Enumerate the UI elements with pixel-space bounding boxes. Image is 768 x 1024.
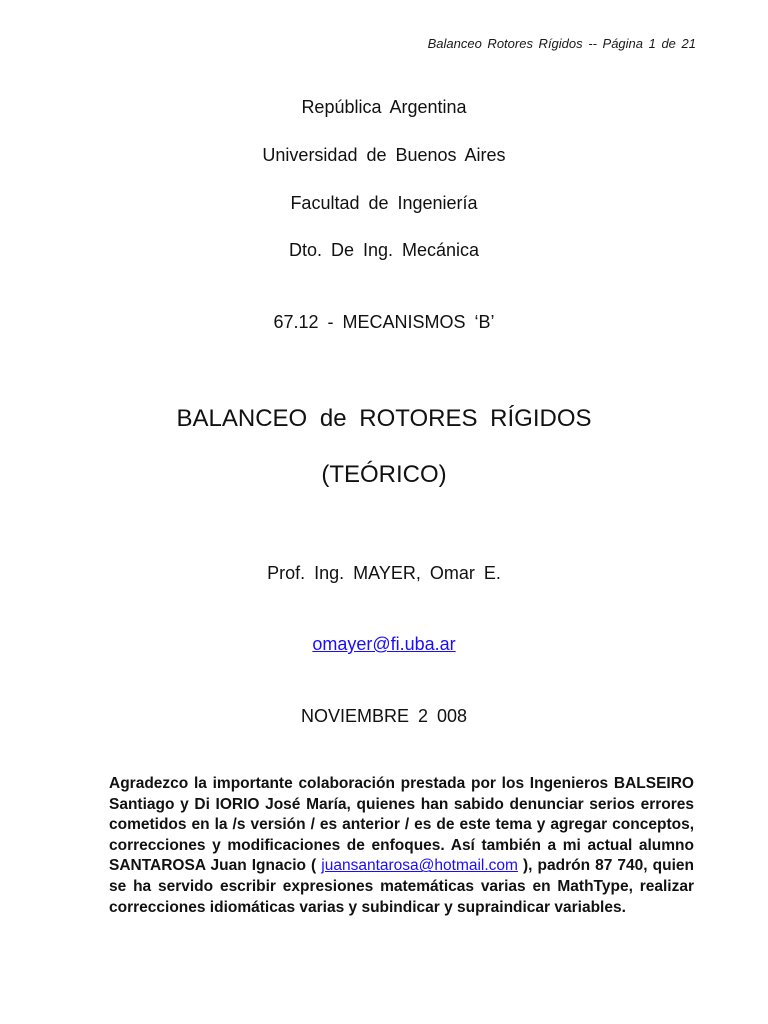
document-subtitle: (TEÓRICO) (321, 461, 447, 488)
department-line: Dto. De Ing. Mecánica (288, 240, 480, 260)
author-email-row (0, 634, 768, 655)
course-line: 67.12 - MECANISMOS ‘B’ (273, 312, 495, 332)
faculty-line: Facultad de Ingeniería (290, 193, 478, 213)
ack-email-link[interactable]: juansantarosa@hotmail.com (321, 857, 518, 875)
country-line: República Argentina (301, 97, 467, 117)
acknowledgement-paragraph (109, 774, 694, 918)
author-name: Prof. Ing. MAYER, Omar E. (267, 563, 501, 583)
date-line: NOVIEMBRE 2 008 (300, 706, 468, 726)
document-title: BALANCEO de ROTORES RÍGIDOS (176, 405, 592, 432)
ack-text-after: ), padrón 87 740, quien se ha servido escribir expresiones matemáticas varias en MathType, realizar correcciones idiomáticas varias y subindicar y supraindicar variables. (109, 857, 694, 916)
ack-text-before: Agradezco la importante colaboración prestada por los Ingenieros BALSEIRO Santiago y Di IORIO José María, quienes han sabido denunciar serios errores cometidos en la /s versión / es anterior / es de este tema y agregar conceptos, correcciones y modificaciones de enfoques. Así también a mi actual alumno SANTAROSA Juan Ignacio ( (109, 775, 694, 875)
running-header: Balanceo Rotores Rígidos -- Página 1 de 21 (427, 36, 696, 51)
author-email-link[interactable]: omayer@fi.uba.ar (312, 634, 456, 654)
university-line: Universidad de Buenos Aires (262, 145, 506, 165)
